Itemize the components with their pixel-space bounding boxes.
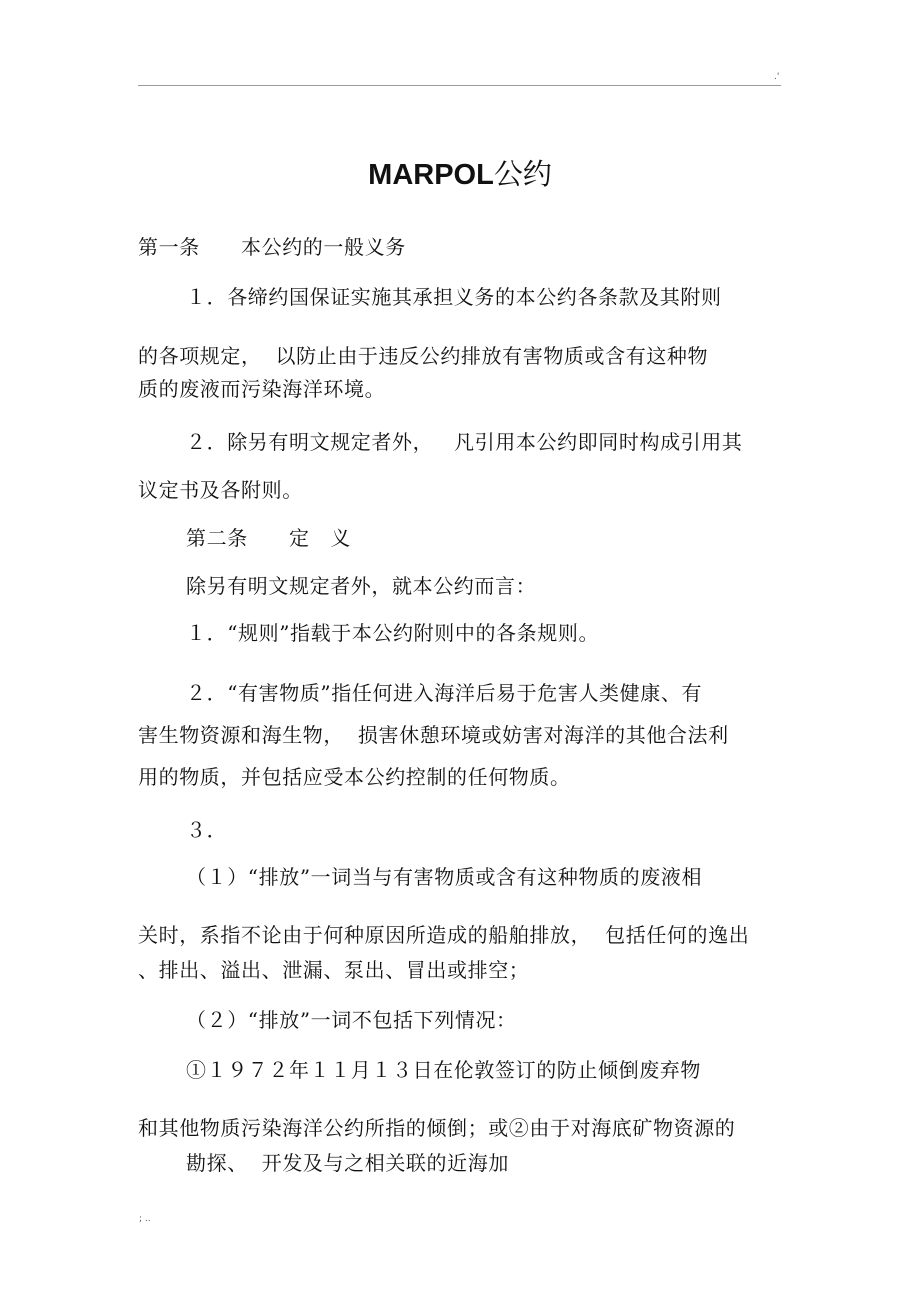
paragraph-line: 的各项规定， 以防止由于违反公约排放有害物质或含有这种物 — [138, 344, 709, 368]
title-cjk: 公约 — [493, 157, 552, 191]
article-1-heading: 第一条 本公约的一般义务 — [138, 235, 406, 259]
footer-mark: ; .. — [139, 1214, 151, 1224]
article-2-heading: 第二条 定 义 — [186, 526, 351, 550]
paragraph-line: ２．除另有明文规定者外， 凡引用本公约即同时构成引用其 — [186, 430, 743, 454]
paragraph-line: 害生物资源和海生物， 损害休憩环境或妨害对海洋的其他合法利 — [138, 723, 729, 747]
page-title — [0, 152, 920, 193]
paragraph-line: ２．“有害物质”指任何进入海洋后易于危害人类健康、有 — [186, 681, 703, 705]
paragraph-line: 用的物质，并包括应受本公约控制的任何物质。 — [138, 765, 571, 789]
paragraph-line: 议定书及各附则。 — [138, 478, 303, 502]
paragraph-line: １．各缔约国保证实施其承担义务的本公约各条款及其附则 — [186, 285, 722, 309]
paragraph-line: ３． — [186, 818, 228, 842]
paragraph-line: （１）“排放”一词当与有害物质或含有这种物质的废液相 — [186, 865, 703, 889]
paragraph-line: 关时，系指不论由于何种原因所造成的船舶排放， 包括任何的逸出 — [138, 923, 750, 947]
title-latin: MARPOL — [368, 159, 494, 191]
paragraph-line: １．“规则”指载于本公约附则中的各条规则。 — [186, 621, 600, 645]
header-rule — [138, 85, 781, 86]
paragraph-line: ①１９７２年１１月１３日在伦敦签订的防止倾倒废弃物 — [186, 1058, 701, 1082]
header-mark: .' — [774, 72, 780, 82]
paragraph-line: 质的废液而污染海洋环境。 — [138, 377, 386, 401]
paragraph-line: 除另有明文规定者外，就本公约而言： — [186, 574, 537, 598]
paragraph-line: （２）“排放”一词不包括下列情况： — [186, 1008, 517, 1032]
paragraph-line: 、排出、溢出、泄漏、泵出、冒出或排空； — [138, 958, 530, 982]
paragraph-line: 和其他物质污染海洋公约所指的倾倒；或②由于对海底矿物资源的 — [138, 1116, 736, 1140]
paragraph-line: 勘探、 开发及与之相关联的近海加 — [186, 1151, 509, 1175]
